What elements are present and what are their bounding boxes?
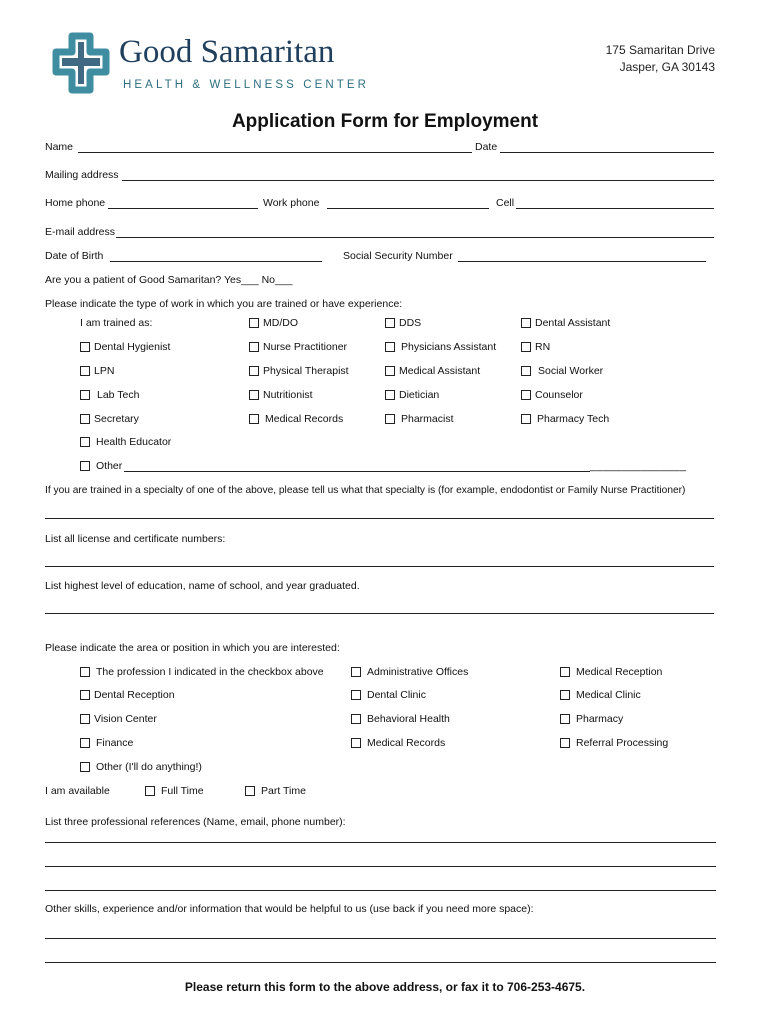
references-prompt: List three professional references (Name, email, phone number):: [45, 816, 346, 828]
checkbox-social-worker[interactable]: [521, 366, 531, 376]
checkbox-pharmacy[interactable]: [560, 714, 570, 724]
footer-instructions: Please return this form to the above address, or fax it to 706-253-4675.: [184, 980, 586, 994]
option-medical-records-work: Medical Records: [265, 413, 344, 425]
area-profession-indicated: The profession I indicated in the checkbox above: [96, 666, 324, 678]
reference-field-3[interactable]: [45, 890, 716, 891]
option-lab-tech: Lab Tech: [97, 389, 140, 401]
option-dietician: Dietician: [399, 389, 440, 401]
work-phone-field[interactable]: [327, 208, 489, 209]
dob-label: Date of Birth: [45, 250, 104, 262]
email-label: E-mail address: [45, 226, 116, 238]
address-line-2: Jasper, GA 30143: [619, 60, 715, 74]
other-skills-prompt: Other skills, experience and/or information that would be helpful to us (use back if you need more space):: [45, 903, 534, 915]
checkbox-dental-hygienist[interactable]: [80, 342, 90, 352]
checkbox-medical-records-work[interactable]: [249, 414, 259, 424]
checkbox-md-do[interactable]: [249, 318, 259, 328]
checkbox-referral-processing[interactable]: [560, 738, 570, 748]
dob-field[interactable]: [110, 261, 322, 262]
email-field[interactable]: [116, 237, 714, 238]
area-medical-clinic: Medical Clinic: [576, 689, 641, 701]
checkbox-medical-clinic[interactable]: [560, 690, 570, 700]
checkbox-counselor[interactable]: [521, 390, 531, 400]
other-work-field[interactable]: [124, 471, 590, 472]
area-referral-processing: Referral Processing: [576, 737, 669, 749]
area-vision-center: Vision Center: [94, 713, 157, 725]
license-field[interactable]: [45, 566, 714, 567]
checkbox-profession-indicated[interactable]: [80, 667, 90, 677]
education-prompt: List highest level of education, name of school, and year graduated.: [45, 580, 360, 592]
specialty-prompt: If you are trained in a specialty of one of the above, please tell us what that specialty is (for example, endodontist or Family Nurse Practitioner): [45, 485, 686, 496]
work-phone-label: Work phone: [263, 197, 320, 209]
option-counselor: Counselor: [535, 389, 583, 401]
ssn-field[interactable]: [458, 261, 706, 262]
trained-as-label: I am trained as:: [80, 317, 153, 329]
area-finance: Finance: [96, 737, 134, 749]
checkbox-pharmacist[interactable]: [385, 414, 395, 424]
availability-label: I am available: [45, 785, 110, 797]
option-social-worker: Social Worker: [538, 365, 604, 377]
area-dental-clinic: Dental Clinic: [367, 689, 426, 701]
checkbox-other-work[interactable]: [80, 461, 90, 471]
checkbox-other-area[interactable]: [80, 762, 90, 772]
reference-field-1[interactable]: [45, 842, 716, 843]
ssn-label: Social Security Number: [343, 250, 453, 262]
address-line-1: 175 Samaritan Drive: [605, 43, 715, 57]
other-work-tail: _______________: [590, 460, 687, 472]
checkbox-physicians-assistant[interactable]: [385, 342, 395, 352]
option-secretary: Secretary: [94, 413, 139, 425]
brand-subtitle: HEALTH & WELLNESS CENTER: [123, 79, 370, 91]
checkbox-nutritionist[interactable]: [249, 390, 259, 400]
reference-field-2[interactable]: [45, 866, 716, 867]
checkbox-dental-reception[interactable]: [80, 690, 90, 700]
other-skills-field-2[interactable]: [45, 962, 716, 963]
page-title: Application Form for Employment: [231, 111, 539, 132]
area-prompt: Please indicate the area or position in which you are interested:: [45, 642, 340, 654]
option-lpn: LPN: [94, 365, 115, 377]
date-label: Date: [475, 141, 498, 153]
checkbox-pharmacy-tech[interactable]: [521, 414, 531, 424]
other-skills-field-1[interactable]: [45, 938, 716, 939]
address-block: [606, 42, 715, 76]
checkbox-lpn[interactable]: [80, 366, 90, 376]
checkbox-dental-clinic[interactable]: [351, 690, 361, 700]
option-dental-assistant: Dental Assistant: [535, 317, 611, 329]
area-dental-reception: Dental Reception: [94, 689, 175, 701]
option-health-educator: Health Educator: [96, 436, 172, 448]
license-prompt: List all license and certificate numbers:: [45, 533, 226, 545]
mailing-address-label: Mailing address: [45, 169, 119, 181]
checkbox-medical-records-area[interactable]: [351, 738, 361, 748]
name-label: Name: [45, 141, 74, 153]
option-pharmacist: Pharmacist: [401, 413, 454, 425]
area-behavioral-health: Behavioral Health: [367, 713, 450, 725]
checkbox-physical-therapist[interactable]: [249, 366, 259, 376]
option-full-time: Full Time: [161, 785, 204, 797]
education-field[interactable]: [45, 613, 714, 614]
checkbox-full-time[interactable]: [145, 786, 155, 796]
checkbox-rn[interactable]: [521, 342, 531, 352]
patient-question: Are you a patient of Good Samaritan? Yes___ No___: [45, 274, 293, 286]
option-nutritionist: Nutritionist: [263, 389, 313, 401]
option-pharmacy-tech: Pharmacy Tech: [537, 413, 610, 425]
option-dds: DDS: [399, 317, 422, 329]
area-medical-reception: Medical Reception: [576, 666, 663, 678]
checkbox-nurse-practitioner[interactable]: [249, 342, 259, 352]
checkbox-health-educator[interactable]: [80, 437, 90, 447]
specialty-field[interactable]: [45, 518, 714, 519]
cell-label: Cell: [496, 197, 515, 209]
home-phone-label: Home phone: [45, 197, 106, 209]
area-pharmacy: Pharmacy: [576, 713, 624, 725]
checkbox-behavioral-health[interactable]: [351, 714, 361, 724]
name-field[interactable]: [78, 152, 472, 153]
option-dental-hygienist: Dental Hygienist: [94, 341, 171, 353]
checkbox-dds[interactable]: [385, 318, 395, 328]
brand-name: Good Samaritan: [119, 34, 335, 70]
mailing-address-field[interactable]: [122, 180, 714, 181]
option-nurse-practitioner: Nurse Practitioner: [263, 341, 348, 353]
checkbox-vision-center[interactable]: [80, 714, 90, 724]
checkbox-medical-reception[interactable]: [560, 667, 570, 677]
cross-logo-icon: [50, 32, 112, 94]
work-type-prompt: Please indicate the type of work in which you are trained or have experience:: [45, 298, 403, 310]
option-other-work: Other: [96, 460, 123, 472]
option-physicians-assistant: Physicians Assistant: [401, 341, 497, 353]
area-other: Other (I'll do anything!): [96, 761, 202, 773]
option-md-do: MD/DO: [263, 317, 298, 329]
checkbox-medical-assistant[interactable]: [385, 366, 395, 376]
option-part-time: Part Time: [261, 785, 306, 797]
cell-field[interactable]: [516, 208, 714, 209]
home-phone-field[interactable]: [108, 208, 258, 209]
checkbox-secretary[interactable]: [80, 414, 90, 424]
checkbox-administrative-offices[interactable]: [351, 667, 361, 677]
checkbox-dental-assistant[interactable]: [521, 318, 531, 328]
option-physical-therapist: Physical Therapist: [263, 365, 349, 377]
area-medical-records: Medical Records: [367, 737, 446, 749]
checkbox-lab-tech[interactable]: [80, 390, 90, 400]
option-medical-assistant: Medical Assistant: [399, 365, 481, 377]
checkbox-part-time[interactable]: [245, 786, 255, 796]
checkbox-finance[interactable]: [80, 738, 90, 748]
option-rn: RN: [535, 341, 551, 353]
checkbox-dietician[interactable]: [385, 390, 395, 400]
area-administrative-offices: Administrative Offices: [367, 666, 469, 678]
date-field[interactable]: [500, 152, 714, 153]
